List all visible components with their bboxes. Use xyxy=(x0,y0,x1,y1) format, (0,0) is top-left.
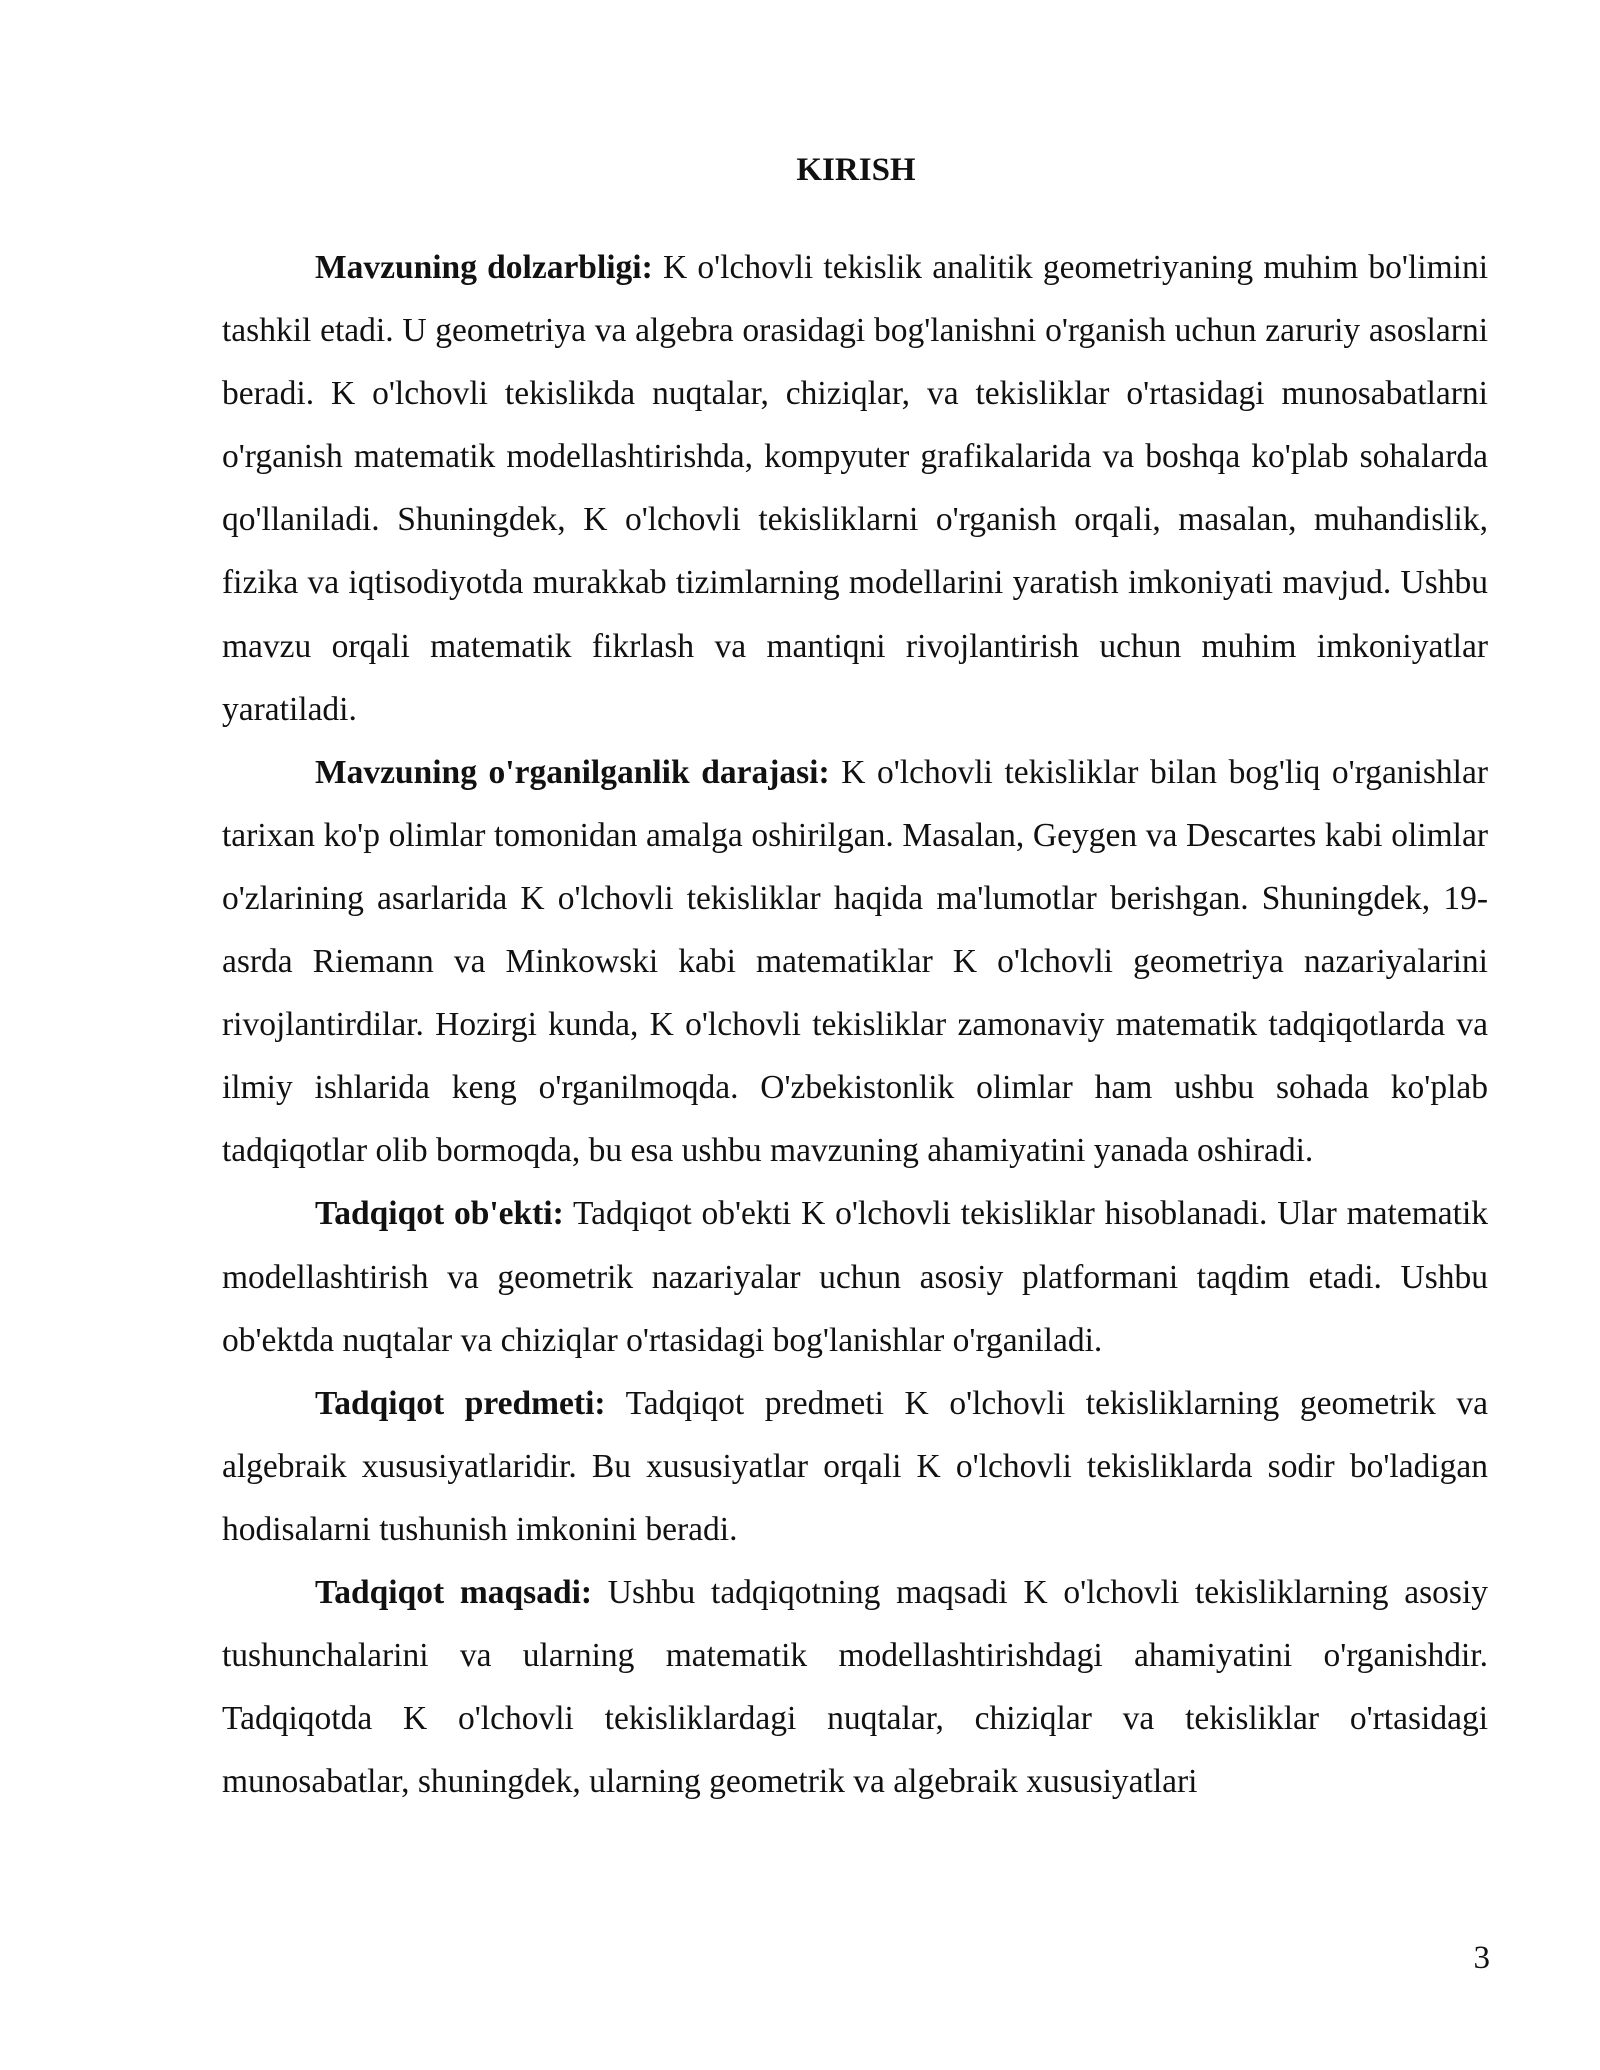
paragraph-lead: Tadqiqot ob'ekti: xyxy=(315,1195,564,1233)
paragraph-lead: Tadqiqot maqsadi: xyxy=(315,1573,593,1611)
document-body xyxy=(222,236,1488,1813)
paragraph-text: K o'lchovli tekislik analitik geometriyaning muhim bo'limini tashkil etadi. U geometriya va algebra orasidagi bog'lanishni o'rganish uchun zaruriy asoslarni beradi. K o'lchovli tekislikda nuqtalar, chiziqlar, va tekisliklar o'rtasidagi munosabatlarni o'rganish matematik modellashtirishda, kompyuter grafikalarida va boshqa ko'plab sohalarda qo'llaniladi. Shuningdek, K o'lchovli tekisliklarni o'rganish orqali, masalan, muhandislik, fizika va iqtisodiyotda murakkab tizimlarning modellarini yaratish imkoniyati mavjud. Ushbu mavzu orqali matematik fikrlash va mantiqni rivojlantirish uchun muhim imkoniyatlar yaratiladi. xyxy=(222,249,1489,728)
paragraph-lead: Tadqiqot predmeti: xyxy=(315,1384,606,1422)
page-title: KIRISH xyxy=(796,152,916,188)
paragraph-relevance xyxy=(222,236,1488,741)
paragraph-text: Ushbu tadqiqotning maqsadi K o'lchovli tekisliklarning asosiy tushunchalarini va ularning matematik modellashtirishdagi ahamiyatini o'rganishdir. Tadqiqotda K o'lchovli tekisliklardagi nuqtalar, chiziqlar va tekisliklar o'rtasidagi munosabatlar, shuningdek, ularning geometrik va algebraik xususiyatlari xyxy=(222,1573,1489,1801)
paragraph-lead: Mavzuning dolzarbligi: xyxy=(315,249,653,286)
page-number: 3 xyxy=(1473,1940,1490,1976)
paragraph-research-object xyxy=(222,1182,1488,1371)
paragraph-text: Tadqiqot predmeti K o'lchovli tekisliklarning geometrik va algebraik xususiyatlaridir. Bu xususiyatlar orqali K o'lchovli tekisliklarda sodir bo'ladigan hodisalarni tushunish imkonini beradi. xyxy=(222,1384,1488,1548)
paragraph-study-degree xyxy=(222,741,1488,1183)
paragraph-lead: Mavzuning o'rganilganlik darajasi: xyxy=(315,753,830,791)
paragraph-text: Tadqiqot ob'ekti K o'lchovli tekisliklar hisoblanadi. Ular matematik modellashtirish va geometrik nazariyalar uchun asosiy platformani taqdim etadi. Ushbu ob'ektda nuqtalar va chiziqlar o'rtasidagi bog'lanishlar o'rganiladi. xyxy=(222,1195,1489,1359)
paragraph-research-goal xyxy=(222,1561,1488,1813)
paragraph-text: K o'lchovli tekisliklar bilan bog'liq o'rganishlar tarixan ko'p olimlar tomonidan amalga oshirilgan. Masalan, Geygen va Descartes kabi olimlar o'zlarining asarlarida K o'lchovli tekisliklar haqida ma'lumotlar berishgan. Shuningdek, 19-asrda Riemann va Minkowski kabi matematiklar K o'lchovli geometriya nazariyalarini rivojlantirdilar. Hozirgi kunda, K o'lchovli tekisliklar zamonaviy matematik tadqiqotlarda va ilmiy ishlarida keng o'rganilmoqda. O'zbekistonlik olimlar ham ushbu sohada ko'plab tadqiqotlar olib bormoqda, bu esa ushbu mavzuning ahamiyatini yanada oshiradi. xyxy=(222,753,1488,1170)
paragraph-research-subject xyxy=(222,1372,1488,1561)
